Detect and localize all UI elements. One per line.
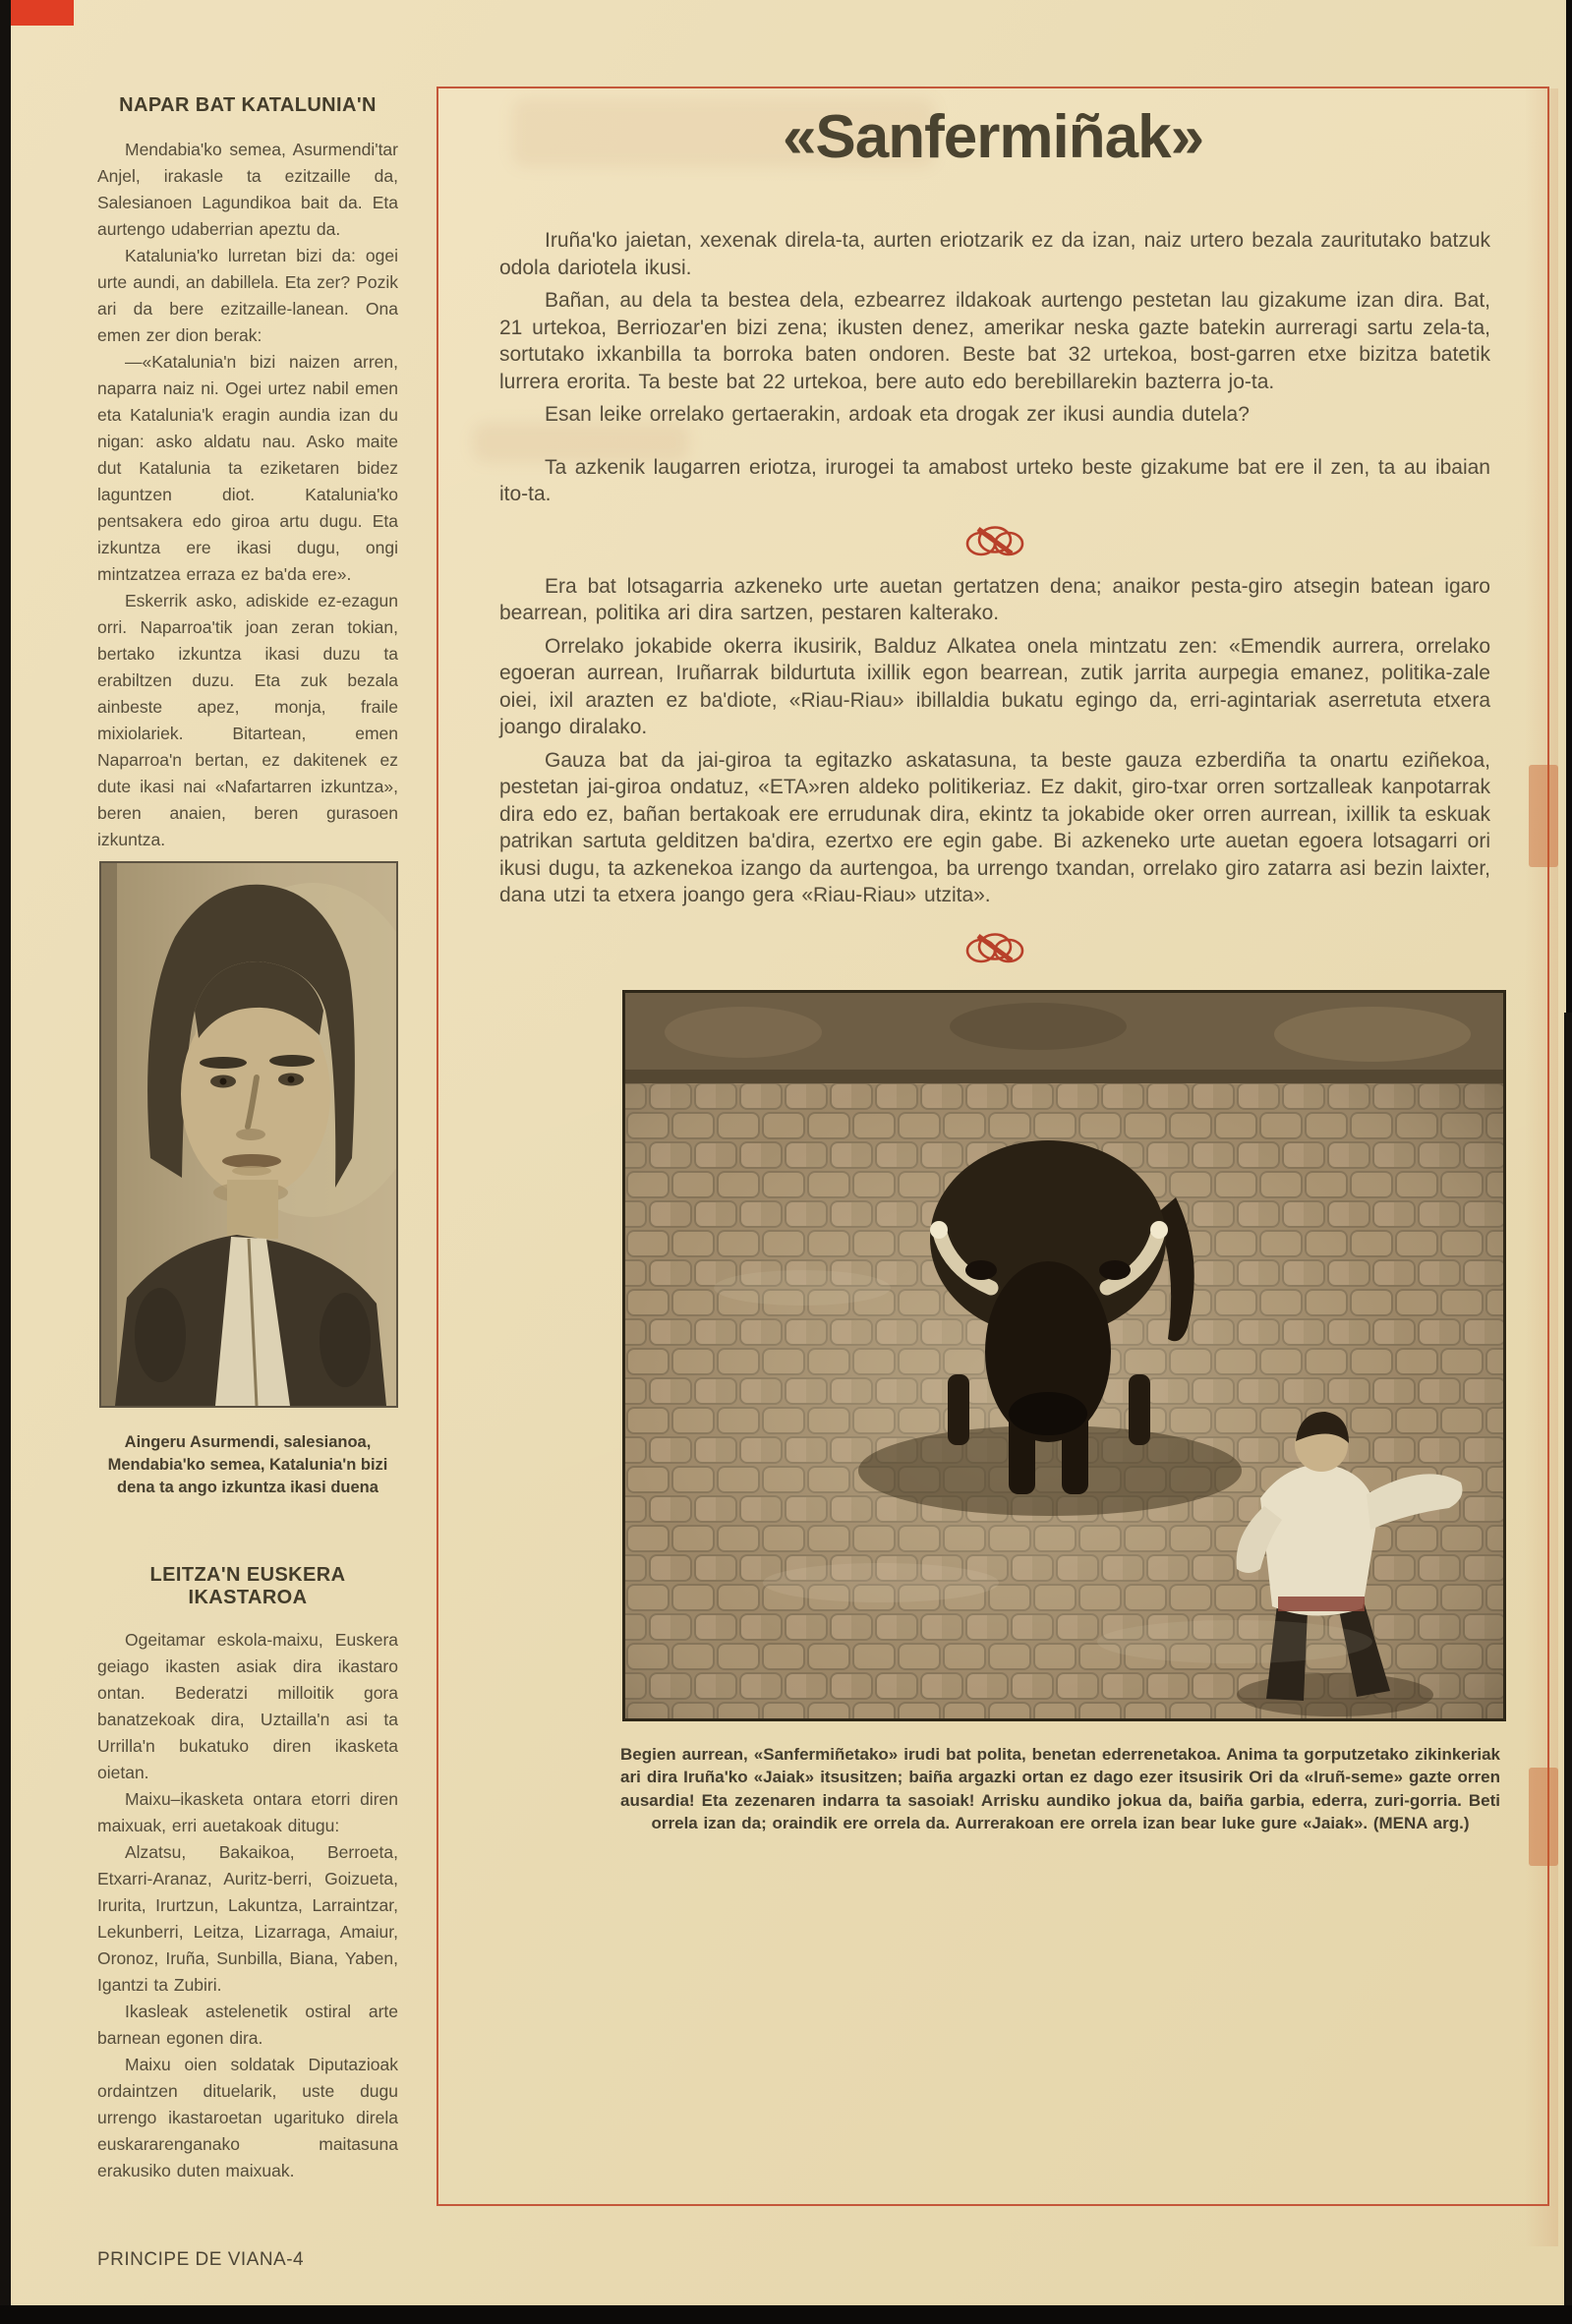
article2-title: LEITZA'N EUSKERA IKASTAROA bbox=[149, 1564, 346, 1608]
page-edge-bleed bbox=[1529, 1768, 1558, 1866]
article-paragraph: Eskerrik asko, adiskide ez-ezagun orri. Naparroa'tik joan zeran tokian, bertako izkuntza ikasi duzu ta erabiltzen duzu. Eta zuk bezala ainbeste apez, monja, fraile mixiolariek. Bitartean, emen Naparroa'n bertan, ez dakitenek ez dute ikasi nai «Nafartarren izkuntza», beren anaien, beren gurasoen izkuntza. bbox=[97, 591, 398, 849]
article-paragraph: Katalunia'ko lurretan bizi da: ogei urte aundi, an dabillela. Eta zer? Pozik ari da bere ezitzaille-lanean. Ona emen zer dion berak: bbox=[97, 246, 398, 345]
article-paragraph: Mendabia'ko semea, Asurmendi'tar Anjel, irakasle ta ezitzaille da, Salesianoen Lagundikoa bait da. Eta aurtengo udaberrian apeztu da. bbox=[97, 140, 398, 239]
footer-page-number: PRINCIPE DE VIANA-4 bbox=[97, 2249, 305, 2270]
paper-background bbox=[11, 0, 1566, 2305]
section-divider bbox=[499, 520, 1490, 567]
scan-edge-left bbox=[0, 0, 11, 2324]
scan-edge-bottom bbox=[0, 2305, 1572, 2324]
knot-ornament-icon bbox=[959, 520, 1031, 563]
knot-ornament-icon bbox=[959, 927, 1031, 970]
portrait-caption: Aingeru Asurmendi, salesianoa, Mendabia'ko semea, Katalunia'n bizi dena ta ango izkuntza ikasi duena bbox=[107, 1433, 388, 1496]
article-paragraph: Maixu–ikasketa ontara etorri diren maixuak, erri auetakoak ditugu: bbox=[97, 1789, 398, 1835]
portrait-photo-illustration bbox=[101, 863, 396, 1406]
bull-photo-caption: Begien aurrean, «Sanfermiñetako» irudi bat polita, benetan ederrenetakoa. Anima ta gorputzetako zikinkeriak ari dira Iruña'ko «Jaiak» itsusitzen; baiña argazki ortan ez dago ezer itsusirik Ori da «Iruñ-seme» gazte orren ausardia! Eta zezenaren indarra ta sasoiak! Arrisku aundiko jokua da, baiña garbia, ederra, zuri-gorria. Beti orrela izan da; oraindik ere orrela da. Aurrerakoan ere orrela izan bear luke gure «Jaiak». (MENA arg.) bbox=[620, 1744, 1500, 1832]
article-paragraph: Era bat lotsagarria azkeneko urte auetan gertatzen dena; anaikor pesta-giro atsegin batean igaro bearrean, politika ari dira sartzen, pestaren kalterako. bbox=[499, 574, 1490, 624]
article1-title: NAPAR BAT KATALUNIA'N bbox=[119, 94, 377, 116]
scan-corner-mark bbox=[11, 0, 74, 26]
article-paragraph: Bañan, au dela ta bestea dela, ezbearrez ildakoak aurtengo pestetan lau gizakume izan dira. Bat, 21 urtekoa, Berriozar'en bizi zena; ikusten denez, amerikar neska gazte batekin aurreragi sartu zela-ta, sortutako ixkanbilla ta borroka baten ondoren. Beste bat 32 urtekoa, bost-garren etxe bizitza batetik lurrera erorita. Ta beste bat 22 urtekoa, bere auto edo berebillarekin bazterra jo-ta. bbox=[499, 289, 1490, 393]
left-column bbox=[97, 94, 398, 2184]
portrait-photo bbox=[99, 861, 398, 1408]
section-divider bbox=[499, 927, 1490, 974]
article-paragraph: Ogeitamar eskola-maixu, Euskera geiago ikasten asiak dira ikastaro ontan. Bederatzi milloitik gora banatzekoak dira, Uztailla'n asi ta Urrilla'n bukatuko diren ikasketa oietan. bbox=[97, 1630, 398, 1782]
article-paragraph: Orrelako jokabide okerra ikusirik, Balduz Alkatea onela mintzatu zen: «Emendik aurrera, orrelako egoeran aurrean, Iruñarrak bildurtuta ixillik egon bearrean, zutik jarrita aurpegia emanez, politika-zale oiei, ixil arazten ez ba'diote, «Riau-Riau» ibillaldia bukatu egingo da, erri-agintariak aserretuta etxera joango diralako. bbox=[499, 634, 1490, 738]
article-paragraph: Alzatsu, Bakaikoa, Berroeta, Etxarri-Aranaz, Auritz-berri, Goizueta, Irurita, Irurtzun, Lakuntza, Larraintzar, Lekunberri, Leitza, Lizarraga, Amaiur, Oronoz, Iruña, Sunbilla, Biana, Yaben, Igantzi ta Zubiri. bbox=[97, 1842, 398, 1995]
box-headline: «Sanfermiñak» bbox=[782, 103, 1204, 171]
article-paragraph: Ikasleak astelenetik ostiral arte barnean egonen dira. bbox=[97, 2002, 398, 2048]
article-paragraph: —«Katalunia'n bizi naizen arren, naparra naiz ni. Ogei urtez nabil emen eta Katalunia'k eragin aundia izan du nigan: asko aldatu nau. Asko maite dut Katalunia ta eziketaren bidez laguntzen diot. Katalunia'ko pentsakera edo giroa artu dugu. Eta izkuntza ere ikasi dugu, ongi mintzatzea erraza ez ba'da ere». bbox=[97, 352, 398, 584]
article-paragraph: Iruña'ko jaietan, xexenak direla-ta, aurten eriotzarik ez da izan, naiz urtero bezala zauritutako batzuk odola dariotela ikusi. bbox=[499, 229, 1490, 279]
article-paragraph: Gauza bat da jai-giroa ta egitazko askatasuna, ta beste gauza ezberdiña ta onartu eziñekoa, pestetan jai-giroa ondatuz, «ETA»ren aldeko politikeriaz. Ez dakit, giro-txar orren sortzalleak kanpotarrak dira edo ez, bañan bertakoak ere errudunak dira, ekintz ta jokabide oker orren aurrean, ixillik ta eskuak patrikan sartuta gelditzen ba'dira, ezertxo ere egin gabe. Bi azkeneko urte auetan egoera lotsagarri ori ikusi dugu, ta azkenekoa izango da aurtengoa, ba urrengo txandan, orrelako giro zatarra asi bezin laixter, dana utzi ta etxera joango gera «Riau-Riau» utzita». bbox=[499, 748, 1490, 906]
bull-run-photo bbox=[622, 990, 1506, 1721]
bull-run-illustration bbox=[625, 993, 1503, 1718]
article-paragraph: Ta azkenik laugarren eriotza, irurogei ta amabost urteko beste gizakume bat ere il zen, ta au ibaian ito-ta. bbox=[499, 455, 1490, 505]
article-paragraph: Maixu oien soldatak Diputazioak ordaintzen dituelarik, uste dugu urrengo ikastaroetan ugarituko direla euskararenganako maitasuna erakusiko duten maixuak. bbox=[97, 2055, 398, 2180]
box-text bbox=[438, 172, 1547, 1835]
scan-edge-right bbox=[1564, 1013, 1572, 2324]
page-edge-bleed bbox=[1525, 88, 1558, 2246]
article-paragraph: Esan leike orrelako gertaerakin, ardoak eta drogak zer ikusi aundia dutela? bbox=[545, 403, 1250, 426]
sanferminak-box bbox=[437, 87, 1549, 2206]
page-edge-bleed bbox=[1529, 765, 1558, 867]
